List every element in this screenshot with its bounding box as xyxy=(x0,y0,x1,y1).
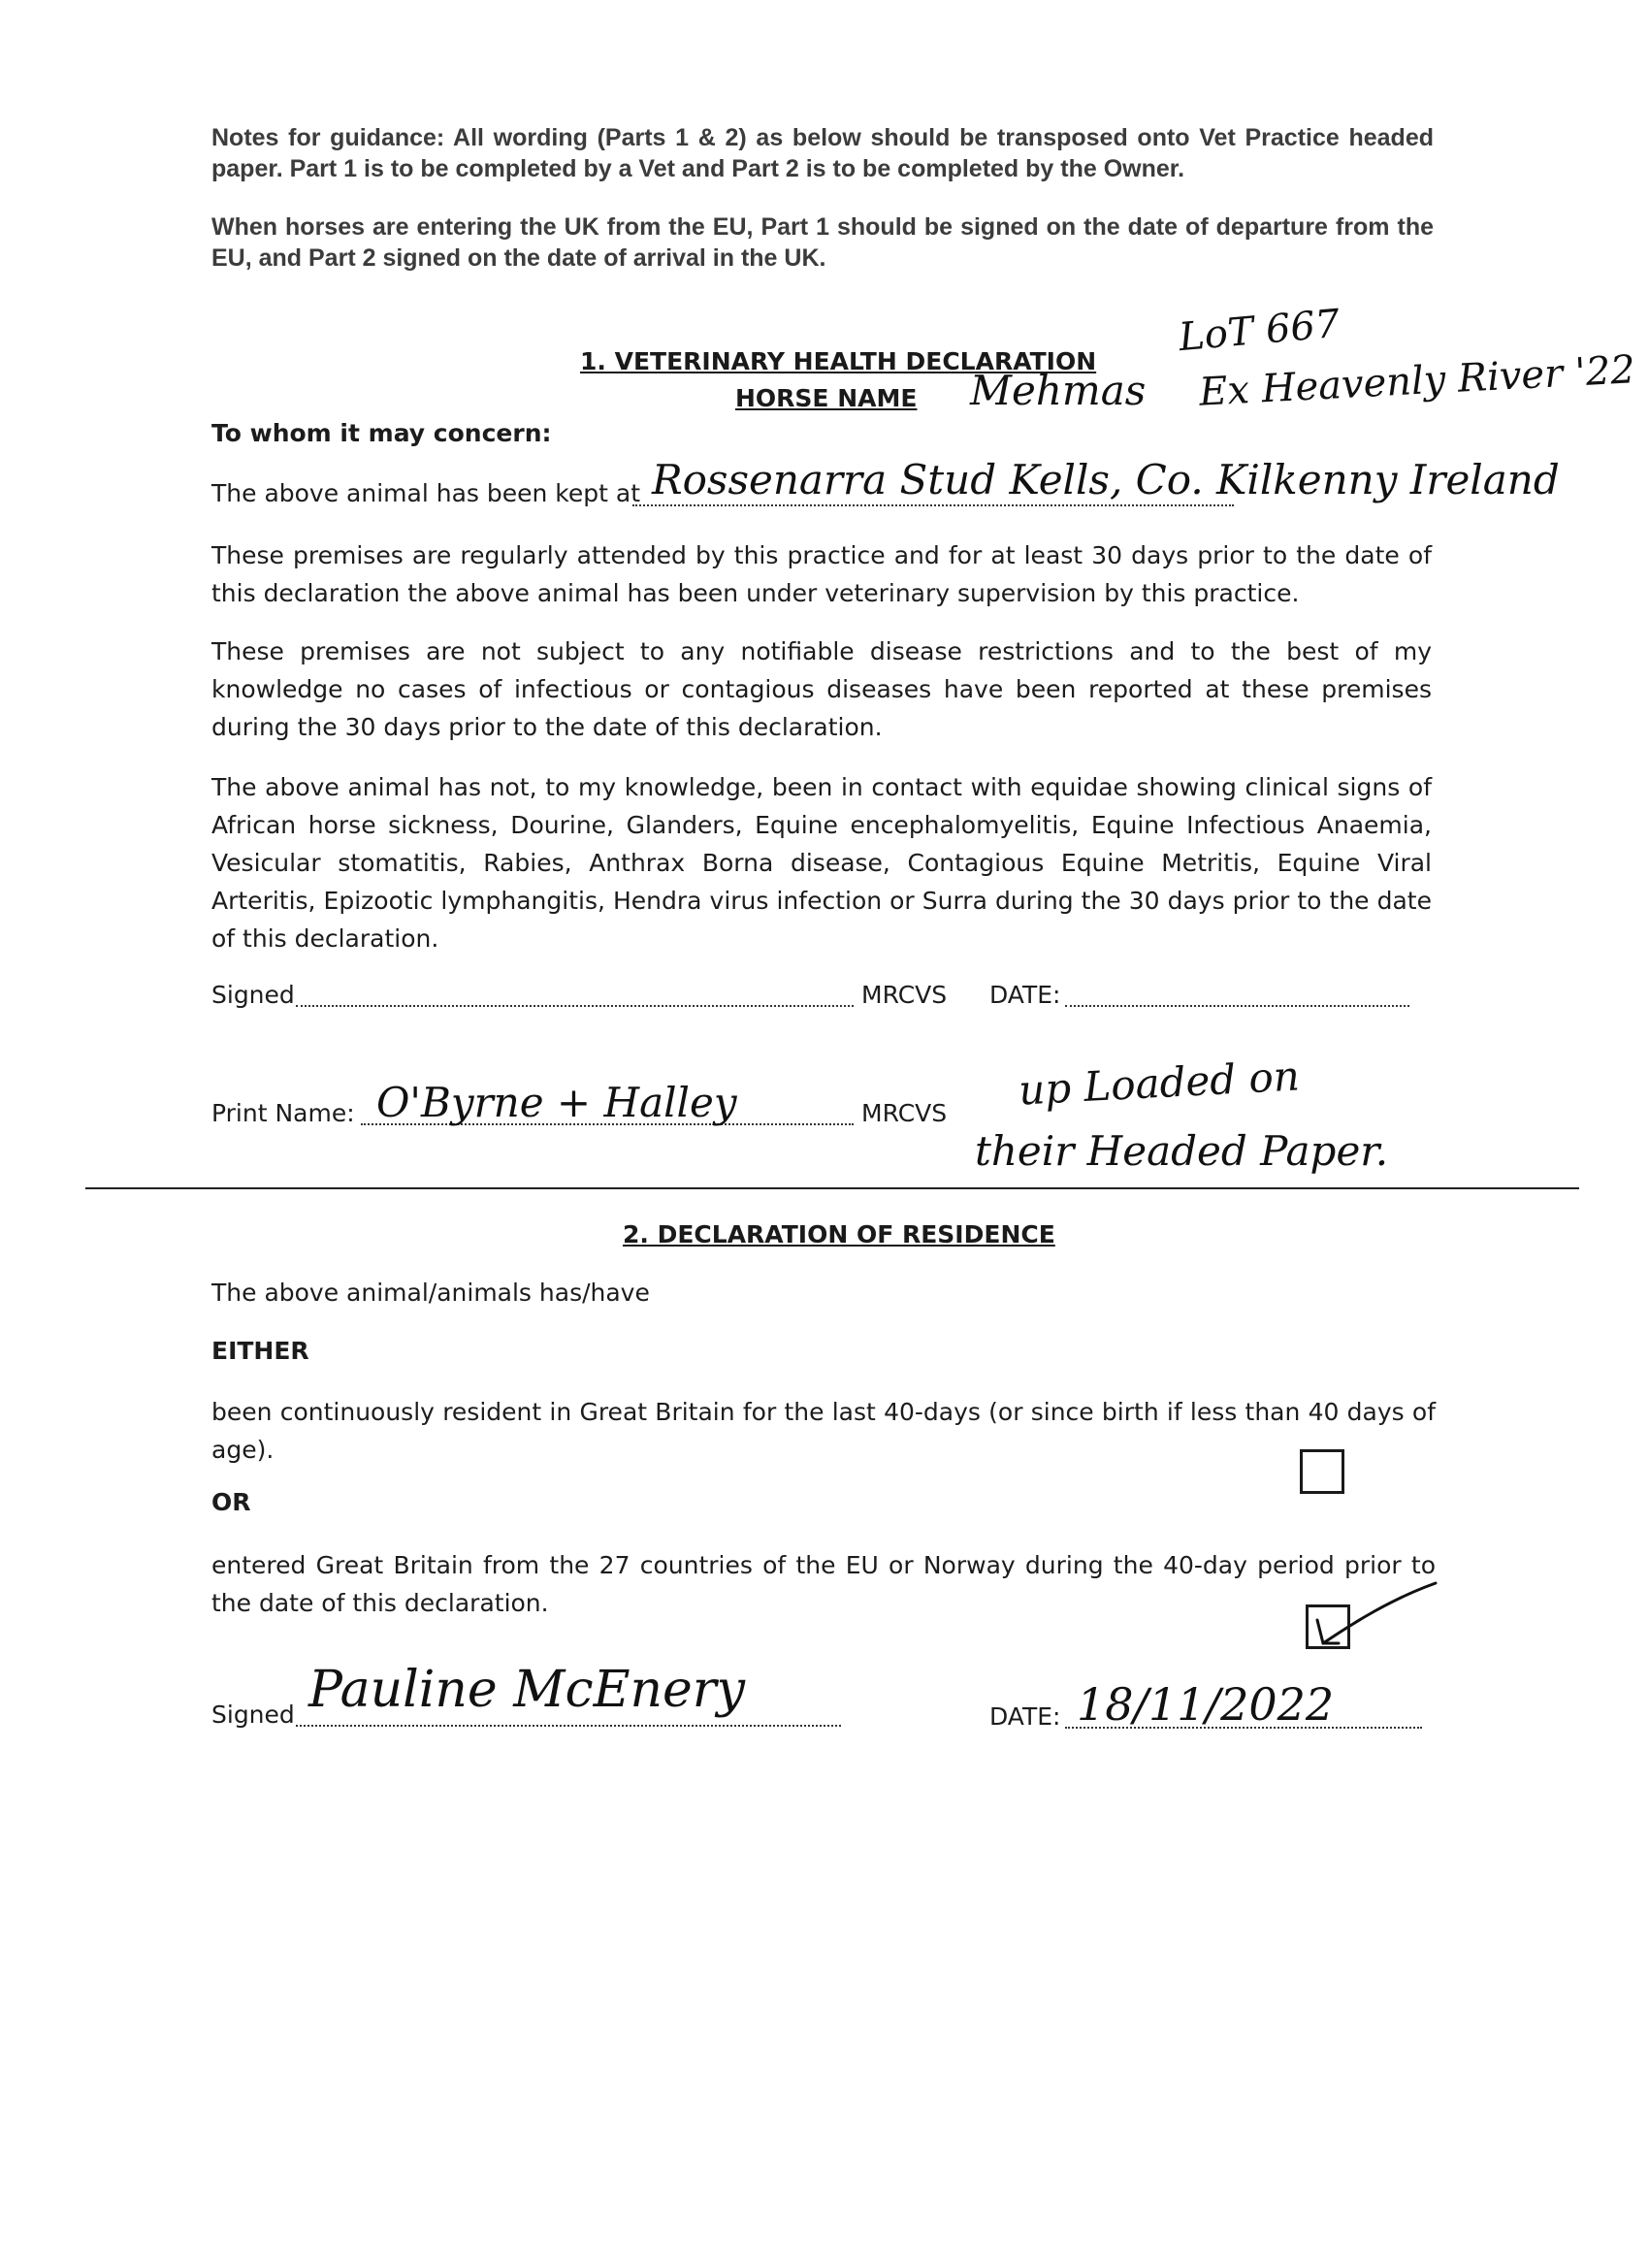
horse-name-label: HORSE NAME xyxy=(735,384,918,412)
handwritten-note-line1: up Loaded on xyxy=(1017,1052,1301,1115)
owner-date-label: DATE: xyxy=(989,1702,1061,1731)
vet-signed-label: Signed xyxy=(211,981,295,1009)
kept-at-label: The above animal has been kept at xyxy=(211,479,640,507)
part1-title: 1. VETERINARY HEALTH DECLARATION xyxy=(580,347,1097,375)
entry-note: When horses are entering the UK from the EU, Part 1 should be signed on the date of departure from the EU, and Part 2 signed on the date of arrival in the UK. xyxy=(211,213,1434,272)
guidance-note: Notes for guidance: All wording (Parts 1 & 2) as below should be transposed onto Vet Practice headed paper. Part 1 is to be completed by a Vet and Part 2 is to be completed by the Owner. xyxy=(211,124,1434,182)
handwritten-note-line2: their Headed Paper. xyxy=(975,1127,1389,1175)
print-name-label: Print Name: xyxy=(211,1099,355,1127)
vet-date-dotted-line xyxy=(1065,1005,1409,1007)
vet-date-label: DATE: xyxy=(989,981,1061,1009)
vet-signature-dotted-line xyxy=(296,1005,854,1007)
part2-title: 2. DECLARATION OF RESIDENCE xyxy=(623,1220,1055,1248)
owner-signed-label: Signed xyxy=(211,1701,295,1729)
handwritten-lot-number: LoT 667 xyxy=(1177,301,1342,361)
supervision-paragraph: These premises are regularly attended by this practice and for at least 30 days prior to the date of this declaration the above animal has been under veterinary supervision by this practice. xyxy=(211,541,1432,607)
kept-at-dotted-line xyxy=(632,504,1234,506)
option1-text: been continuously resident in Great Britain for the last 40-days (or since birth if less than 40 days of age). xyxy=(211,1398,1436,1464)
disease-contact-paragraph: The above animal has not, to my knowledge, been in contact with equidae showing clinical signs of African horse sickness, Dourine, Glanders, Equine encephalomyelitis, Equine Infectious Anaemia, Vesicular stomatitis, Rabies, Anthrax Borna disease, Contagious Equine Metritis, Equine Viral Arteritis, Epizootic lymphangitis, Hendra virus infection or Surra during the 30 days prior to the date of this declaration. xyxy=(211,773,1432,953)
or-label: OR xyxy=(211,1488,251,1516)
owner-signature-dotted-line xyxy=(296,1725,841,1727)
handwritten-horse-name: Mehmas xyxy=(970,367,1147,414)
restrictions-paragraph: These premises are not subject to any notifiable disease restrictions and to the best of my knowledge no cases of infectious or contagious diseases have been reported at these premises during the 30 days prior to the date of this declaration. xyxy=(211,637,1432,741)
handwritten-owner-date: 18/11/2022 xyxy=(1077,1678,1335,1731)
owner-signature: Pauline McEnery xyxy=(308,1661,746,1719)
vet-mrcvs-label: MRCVS xyxy=(861,981,948,1009)
handwritten-dam-name: Ex Heavenly River '22 xyxy=(1198,347,1636,415)
print-mrcvs-label: MRCVS xyxy=(861,1099,948,1127)
section-divider xyxy=(85,1187,1579,1189)
to-whom-label: To whom it may concern: xyxy=(211,419,552,447)
option1-checkbox[interactable] xyxy=(1300,1449,1344,1494)
checkmark-icon xyxy=(1300,1579,1445,1657)
handwritten-print-name: O'Byrne + Halley xyxy=(376,1079,737,1126)
handwritten-premises: Rossenarra Stud Kells, Co. Kilkenny Ireland xyxy=(652,456,1560,503)
residence-intro: The above animal/animals has/have xyxy=(211,1279,650,1307)
option2-text: entered Great Britain from the 27 countries of the EU or Norway during the 40-day period prior to the date of this declaration. xyxy=(211,1551,1436,1617)
either-label: EITHER xyxy=(211,1337,309,1365)
